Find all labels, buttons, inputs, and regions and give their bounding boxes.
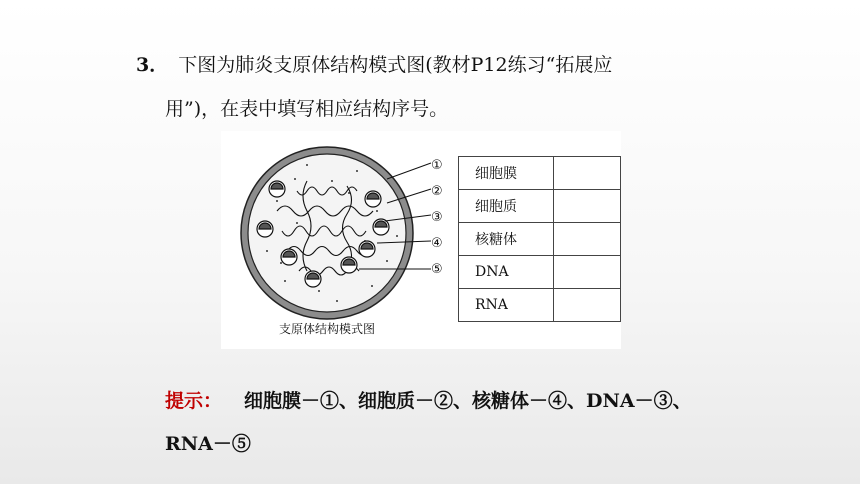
structure-name: 细胞质 — [459, 190, 554, 223]
question-line-2: 用”)，在表中填写相应结构序号。 — [165, 98, 449, 120]
structure-table — [458, 156, 621, 322]
table-row — [459, 289, 621, 322]
table-row — [459, 256, 621, 289]
hint-label: 提示： — [165, 390, 223, 412]
table-row — [459, 157, 621, 190]
structure-name: DNA — [459, 256, 554, 289]
structure-name: RNA — [459, 289, 554, 322]
answer-cell[interactable] — [554, 289, 621, 322]
question-line-1 — [136, 50, 612, 77]
label-5: ⑤ — [431, 262, 443, 277]
hint-line-1 — [165, 386, 692, 413]
question-text-1: 下图为肺炎支原体结构模式图(教材P12练习“拓展应 — [178, 54, 613, 76]
hint-line-2: RNA－⑤ — [165, 433, 251, 455]
label-column — [431, 153, 443, 283]
label-3: ③ — [431, 210, 443, 225]
question-number: 3． — [136, 54, 169, 76]
mycoplasma-diagram — [237, 141, 441, 321]
answer-cell[interactable] — [554, 157, 621, 190]
answer-cell[interactable] — [554, 190, 621, 223]
answer-cell[interactable] — [554, 256, 621, 289]
label-1: ① — [431, 158, 443, 173]
structure-name: 细胞膜 — [459, 157, 554, 190]
label-4: ④ — [431, 236, 443, 251]
label-2: ② — [431, 184, 443, 199]
figure-caption: 支原体结构模式图 — [279, 322, 376, 336]
structure-name: 核糖体 — [459, 223, 554, 256]
figure-panel — [221, 131, 621, 349]
answer-cell[interactable] — [554, 223, 621, 256]
table-row — [459, 223, 621, 256]
table-row — [459, 190, 621, 223]
hint-text-1: 细胞膜－①、细胞质－②、核糖体－④、DNA－③、 — [244, 390, 692, 412]
